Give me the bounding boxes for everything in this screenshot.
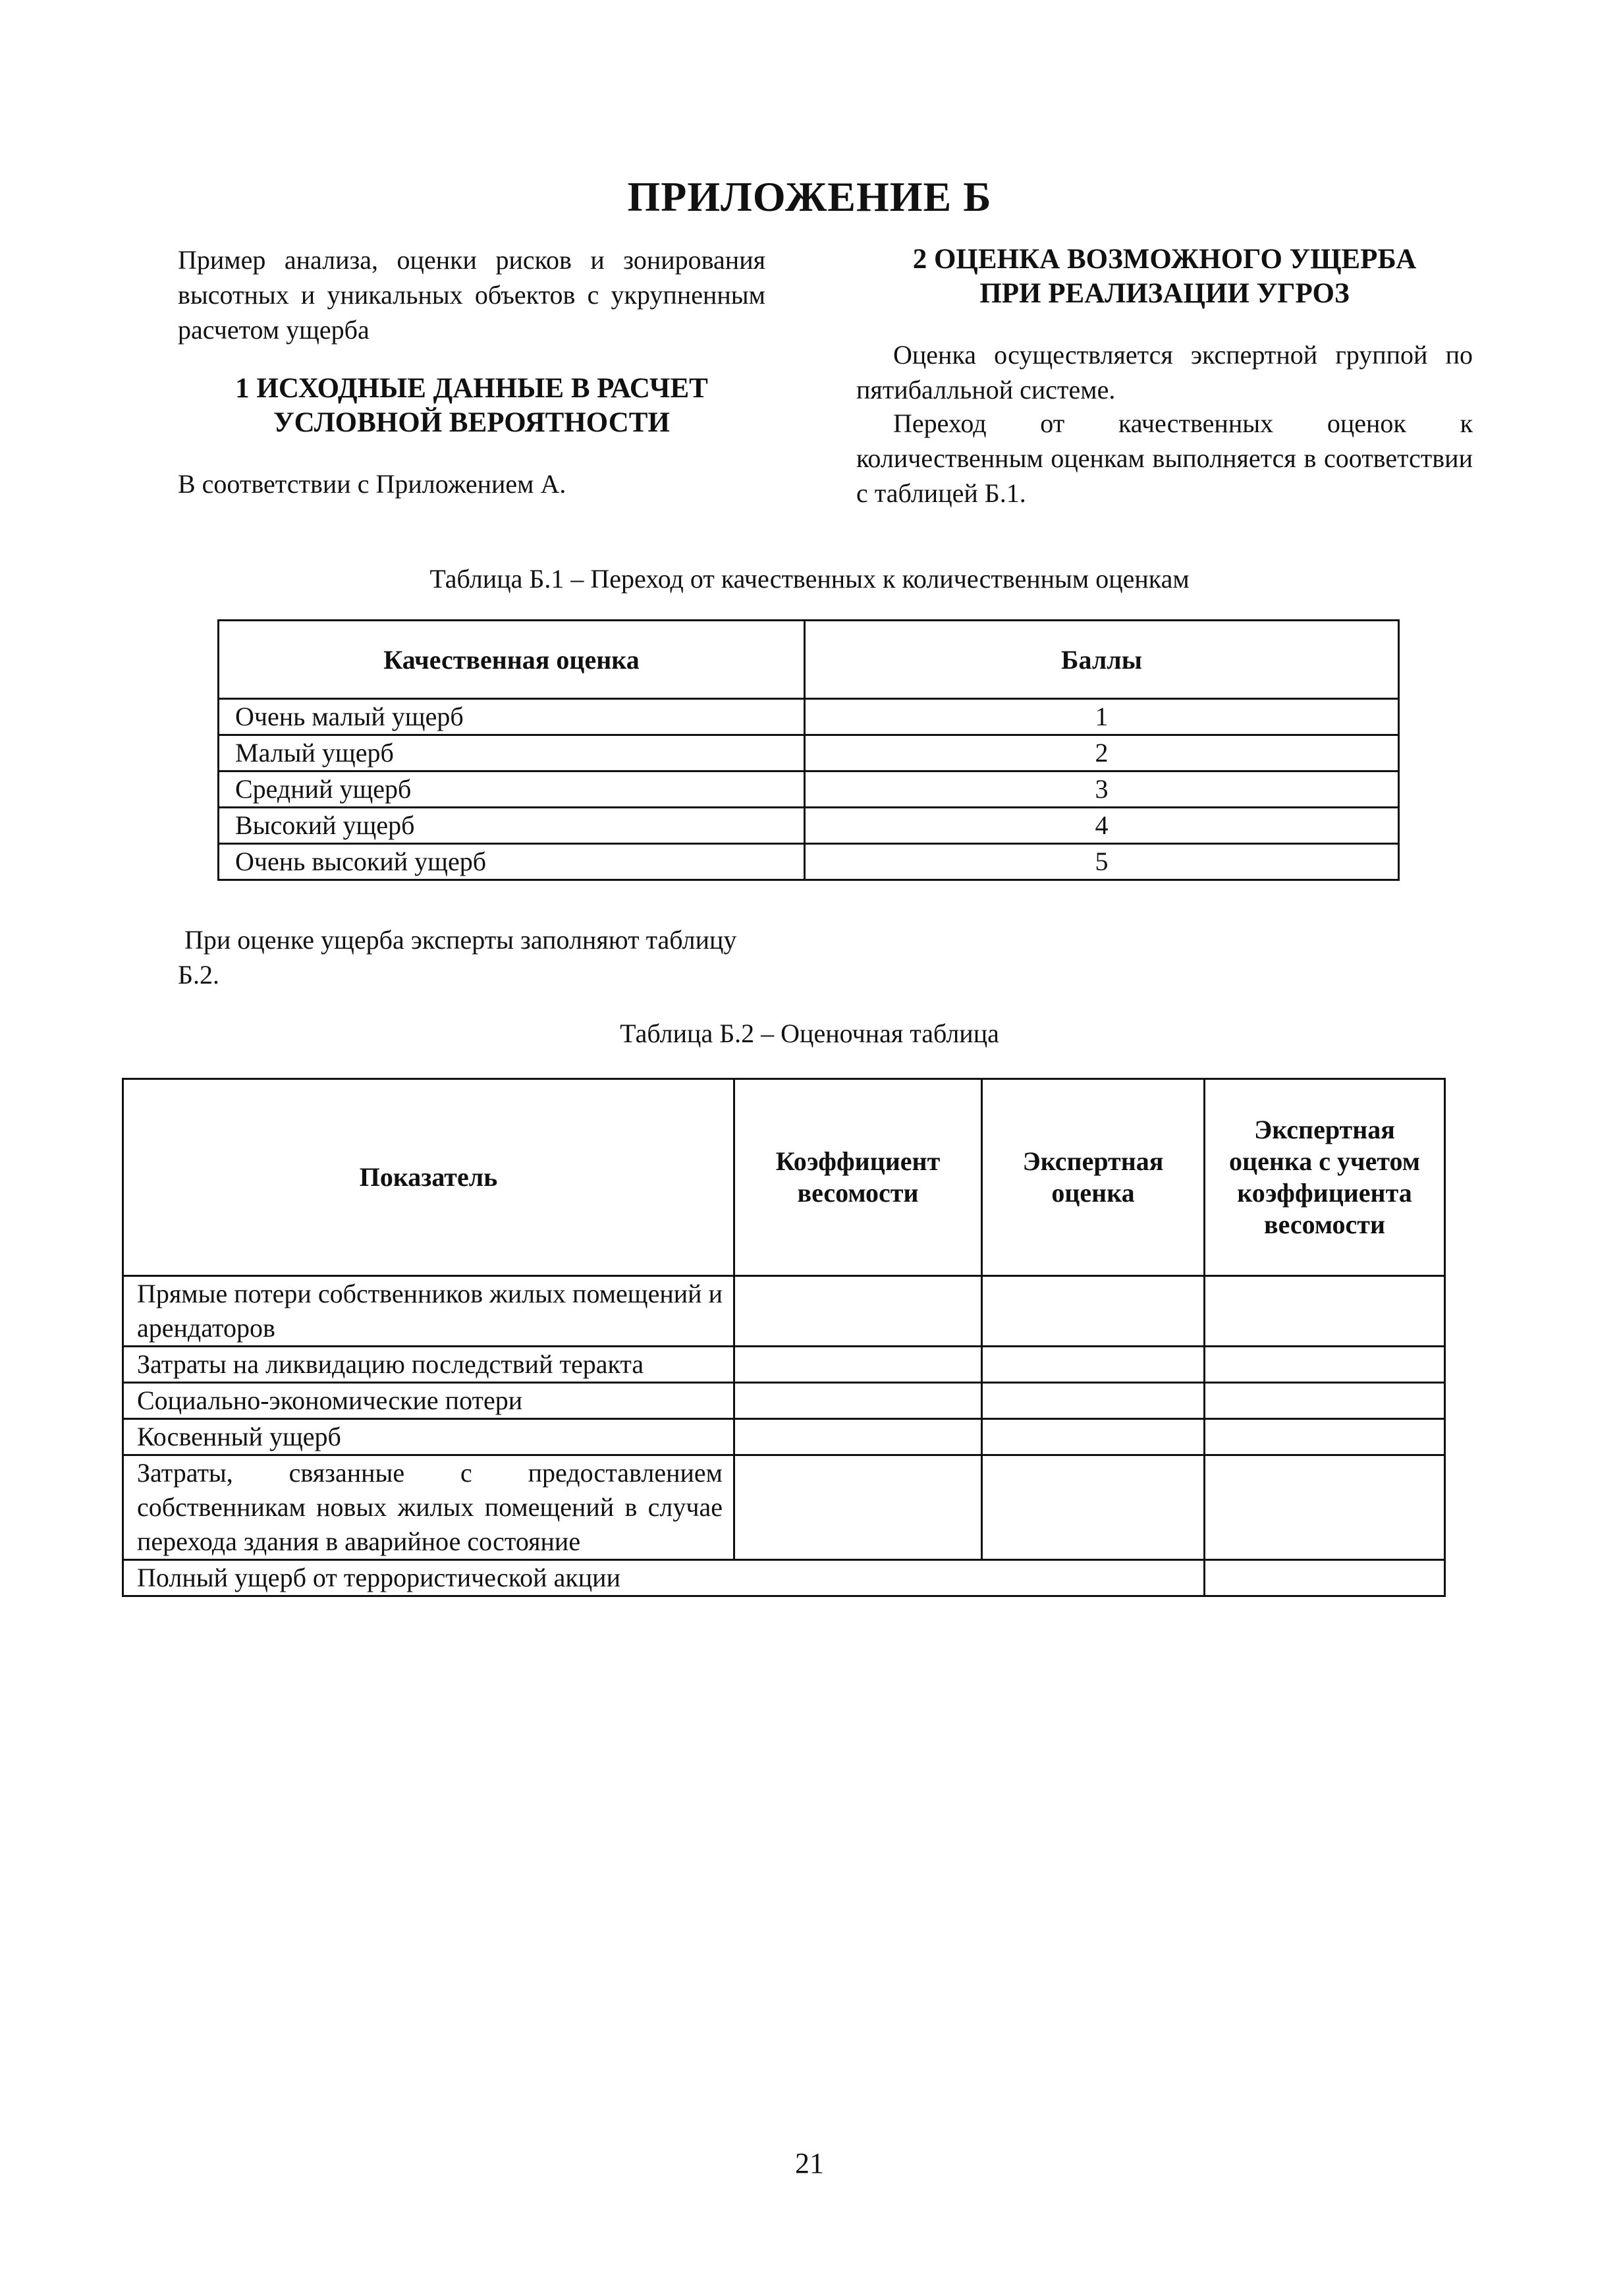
table2-cell-indicator: Социально-экономические потери xyxy=(123,1383,734,1419)
table1-cell-quality: Очень высокий ущерб xyxy=(219,844,805,880)
table2-cell-indicator: Затраты, связанные с предоставлением собственникам новых жилых помещений в случае перехода здания в аварийное состояние xyxy=(123,1455,734,1560)
table2-cell-expert-score xyxy=(982,1455,1205,1560)
table2-cell-weighted-score xyxy=(1205,1419,1445,1455)
table2-cell-weighted-score xyxy=(1205,1276,1445,1347)
table-row xyxy=(219,808,1399,844)
table-row xyxy=(123,1383,1445,1419)
section2-heading-line2: ПРИ РЕАЛИЗАЦИИ УГРОЗ xyxy=(979,278,1350,309)
table-row xyxy=(123,1276,1445,1347)
table2-cell-weight xyxy=(734,1419,982,1455)
table2-cell-expert-score xyxy=(982,1419,1205,1455)
section1-heading xyxy=(178,372,765,440)
table2-cell-weighted-score xyxy=(1205,1455,1445,1560)
table-row xyxy=(219,844,1399,880)
table2-header-indicator: Показатель xyxy=(123,1079,734,1276)
table2-cell-expert-score xyxy=(982,1276,1205,1347)
table2-cell-weight xyxy=(734,1347,982,1383)
table2-cell-weighted-score xyxy=(1205,1347,1445,1383)
section1-text: В соответствии с Приложением А. xyxy=(178,469,566,499)
table2-caption: Таблица Б.2 – Оценочная таблица xyxy=(620,1019,999,1048)
page-title: ПРИЛОЖЕНИЕ Б xyxy=(627,173,992,220)
table1-cell-score: 2 xyxy=(805,735,1399,771)
table2-cell-weight xyxy=(734,1276,982,1347)
table-row xyxy=(219,699,1399,735)
table1-cell-quality: Высокий ущерб xyxy=(219,808,805,844)
table2-total-label: Полный ущерб от террористической акции xyxy=(123,1560,1205,1596)
table2-cell-expert-score xyxy=(982,1383,1205,1419)
table2-cell-indicator: Затраты на ликвидацию последствий теракта xyxy=(123,1347,734,1383)
table1-caption: Таблица Б.1 – Переход от качественных к количественным оценкам xyxy=(429,564,1190,594)
section2-para1: Оценка осуществляется экспертной группой по пятибалльной системе. xyxy=(856,340,1473,405)
table1-header-row xyxy=(219,621,1399,699)
table1-cell-score: 4 xyxy=(805,808,1399,844)
table2-header-weighted-score: Экспертная оценка с учетом коэффициента весомости xyxy=(1205,1079,1445,1276)
table1-header-score: Баллы xyxy=(805,621,1399,699)
table2-total-row xyxy=(123,1560,1445,1596)
table-row xyxy=(123,1347,1445,1383)
table2-header-row xyxy=(123,1079,1445,1276)
section2-heading xyxy=(856,242,1473,311)
section1-heading-line1: 1 ИСХОДНЫЕ ДАННЫЕ В РАСЧЕТ xyxy=(235,373,708,404)
table1-cell-score: 3 xyxy=(805,771,1399,808)
table-row xyxy=(123,1455,1445,1560)
table1-cell-score: 1 xyxy=(805,699,1399,735)
table2 xyxy=(122,1078,1446,1597)
intro-text: Пример анализа, оценки рисков и зонирования высотных и уникальных объектов с укрупненным расчетом ущерба xyxy=(178,245,765,345)
table2-cell-indicator: Прямые потери собственников жилых помещений и арендаторов xyxy=(123,1276,734,1347)
table2-header-weight: Коэффициент весомости xyxy=(734,1079,982,1276)
table1-cell-quality: Малый ущерб xyxy=(219,735,805,771)
table-row xyxy=(219,735,1399,771)
table2-cell-indicator: Косвенный ущерб xyxy=(123,1419,734,1455)
table2-cell-expert-score xyxy=(982,1347,1205,1383)
table-row xyxy=(123,1419,1445,1455)
section2-para2: Переход от качественных оценок к количественным оценкам выполняется в соответствии с таблицей Б.1. xyxy=(856,408,1473,508)
table2-header-expert-score: Экспертная оценка xyxy=(982,1079,1205,1276)
page-number: 21 xyxy=(795,2147,824,2179)
table1 xyxy=(217,619,1400,881)
table1-header-quality: Качественная оценка xyxy=(219,621,805,699)
table1-cell-score: 5 xyxy=(805,844,1399,880)
table2-cell-weight xyxy=(734,1455,982,1560)
table2-cell-weighted-score xyxy=(1205,1383,1445,1419)
section1-heading-line2: УСЛОВНОЙ ВЕРОЯТНОСТИ xyxy=(273,407,670,438)
table-row xyxy=(219,771,1399,808)
between-tables-text: При оценке ущерба эксперты заполняют таблицу Б.2. xyxy=(178,925,737,990)
section2-heading-line1: 2 ОЦЕНКА ВОЗМОЖНОГО УЩЕРБА xyxy=(912,244,1417,275)
table2-cell-weight xyxy=(734,1383,982,1419)
table2-total-value xyxy=(1205,1560,1445,1596)
table1-cell-quality: Средний ущерб xyxy=(219,771,805,808)
table1-cell-quality: Очень малый ущерб xyxy=(219,699,805,735)
